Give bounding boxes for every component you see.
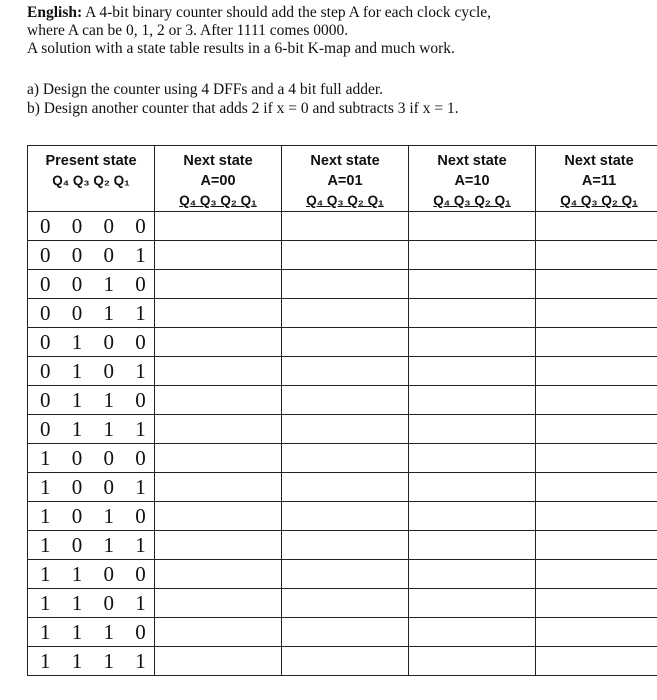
table-row xyxy=(28,560,657,589)
next-state-cell[interactable] xyxy=(409,357,536,386)
next-state-cell[interactable] xyxy=(282,647,409,676)
next-state-cell[interactable] xyxy=(409,415,536,444)
next-state-cell[interactable] xyxy=(409,473,536,502)
header-next-state-a10 xyxy=(409,146,536,212)
next-state-cell[interactable] xyxy=(282,560,409,589)
language-label: English: xyxy=(27,4,83,21)
header-title: Present state xyxy=(45,153,137,169)
next-state-cell[interactable] xyxy=(155,473,282,502)
next-state-cell[interactable] xyxy=(282,299,409,328)
next-state-cell[interactable] xyxy=(282,415,409,444)
next-state-cell[interactable] xyxy=(282,473,409,502)
next-state-cell[interactable] xyxy=(536,415,657,444)
table-row xyxy=(28,270,657,299)
table-row xyxy=(28,502,657,531)
next-state-cell[interactable] xyxy=(409,560,536,589)
next-state-cell[interactable] xyxy=(155,618,282,647)
present-state-cell: 0 1 1 0 xyxy=(28,386,155,415)
present-state-cell: 0 0 1 0 xyxy=(28,270,155,299)
task-a: a) Design the counter using 4 DFFs and a 4 bit full adder. xyxy=(27,81,384,98)
next-state-cell[interactable] xyxy=(155,386,282,415)
next-state-cell[interactable] xyxy=(282,212,409,241)
table-row xyxy=(28,357,657,386)
present-state-cell: 1 0 0 0 xyxy=(28,444,155,473)
header-next-state-a01 xyxy=(282,146,409,212)
next-state-cell[interactable] xyxy=(155,299,282,328)
next-state-cell[interactable] xyxy=(155,502,282,531)
next-state-cell[interactable] xyxy=(536,444,657,473)
next-state-cell[interactable] xyxy=(282,589,409,618)
task-list xyxy=(27,80,647,118)
next-state-cell[interactable] xyxy=(282,618,409,647)
next-state-cell[interactable] xyxy=(536,328,657,357)
header-bits: Q₄ Q₃ Q₂ Q₁ xyxy=(52,173,130,188)
next-state-cell[interactable] xyxy=(155,328,282,357)
next-state-cell[interactable] xyxy=(155,589,282,618)
header-present-state xyxy=(28,146,155,212)
table-row xyxy=(28,212,657,241)
present-state-cell: 1 1 0 1 xyxy=(28,589,155,618)
next-state-cell[interactable] xyxy=(409,444,536,473)
next-state-cell[interactable] xyxy=(536,647,657,676)
table-row xyxy=(28,618,657,647)
table-row xyxy=(28,531,657,560)
next-state-cell[interactable] xyxy=(409,212,536,241)
next-state-cell[interactable] xyxy=(282,386,409,415)
present-state-cell: 1 0 0 1 xyxy=(28,473,155,502)
next-state-cell[interactable] xyxy=(536,241,657,270)
next-state-cell[interactable] xyxy=(409,589,536,618)
next-state-cell[interactable] xyxy=(155,357,282,386)
header-next-state-a11 xyxy=(536,146,657,212)
header-title: Next state xyxy=(564,153,634,169)
next-state-cell[interactable] xyxy=(409,328,536,357)
table-row xyxy=(28,444,657,473)
table-row xyxy=(28,415,657,444)
header-row xyxy=(28,146,657,212)
next-state-cell[interactable] xyxy=(536,473,657,502)
next-state-cell[interactable] xyxy=(536,560,657,589)
next-state-cell[interactable] xyxy=(536,531,657,560)
next-state-cell[interactable] xyxy=(155,270,282,299)
table-row xyxy=(28,647,657,676)
header-title: Next state xyxy=(437,153,507,169)
table-body xyxy=(28,212,657,676)
header-a-value: A=00 xyxy=(200,173,236,189)
next-state-cell[interactable] xyxy=(282,241,409,270)
table-row xyxy=(28,299,657,328)
table-row xyxy=(28,589,657,618)
next-state-cell[interactable] xyxy=(282,531,409,560)
next-state-cell[interactable] xyxy=(536,386,657,415)
next-state-cell[interactable] xyxy=(282,357,409,386)
next-state-cell[interactable] xyxy=(155,241,282,270)
header-bits: Q₄ Q₃ Q₂ Q₁ xyxy=(433,193,511,208)
state-table xyxy=(27,145,657,676)
problem-line-3: A solution with a state table results in a 6-bit K-map and much work. xyxy=(27,40,455,57)
header-next-state-a00 xyxy=(155,146,282,212)
header-bits: Q₄ Q₃ Q₂ Q₁ xyxy=(179,193,257,208)
present-state-cell: 1 0 1 1 xyxy=(28,531,155,560)
next-state-cell[interactable] xyxy=(409,386,536,415)
present-state-cell: 0 0 0 1 xyxy=(28,241,155,270)
next-state-cell[interactable] xyxy=(409,241,536,270)
table-row xyxy=(28,386,657,415)
next-state-cell[interactable] xyxy=(536,299,657,328)
next-state-cell[interactable] xyxy=(155,212,282,241)
present-state-cell: 0 0 1 1 xyxy=(28,299,155,328)
problem-statement xyxy=(27,4,647,58)
next-state-cell[interactable] xyxy=(409,647,536,676)
next-state-cell[interactable] xyxy=(282,270,409,299)
next-state-cell[interactable] xyxy=(409,618,536,647)
next-state-cell[interactable] xyxy=(155,560,282,589)
present-state-cell: 1 1 0 0 xyxy=(28,560,155,589)
header-title: Next state xyxy=(310,153,380,169)
present-state-cell: 1 0 1 0 xyxy=(28,502,155,531)
next-state-cell[interactable] xyxy=(155,647,282,676)
next-state-cell[interactable] xyxy=(409,531,536,560)
table-row xyxy=(28,328,657,357)
next-state-cell[interactable] xyxy=(409,270,536,299)
next-state-cell[interactable] xyxy=(536,212,657,241)
table-row xyxy=(28,241,657,270)
next-state-cell[interactable] xyxy=(155,531,282,560)
next-state-cell[interactable] xyxy=(155,415,282,444)
present-state-cell: 1 1 1 0 xyxy=(28,618,155,647)
next-state-cell[interactable] xyxy=(282,328,409,357)
next-state-cell[interactable] xyxy=(536,357,657,386)
next-state-cell[interactable] xyxy=(409,299,536,328)
task-b: b) Design another counter that adds 2 if x = 0 and subtracts 3 if x = 1. xyxy=(27,100,459,117)
header-bits: Q₄ Q₃ Q₂ Q₁ xyxy=(560,193,638,208)
header-a-value: A=10 xyxy=(454,173,490,189)
next-state-cell[interactable] xyxy=(536,502,657,531)
next-state-cell[interactable] xyxy=(536,618,657,647)
present-state-cell: 1 1 1 1 xyxy=(28,647,155,676)
header-a-value: A=11 xyxy=(581,173,617,189)
table-row xyxy=(28,473,657,502)
header-bits: Q₄ Q₃ Q₂ Q₁ xyxy=(306,193,384,208)
present-state-cell: 0 1 0 0 xyxy=(28,328,155,357)
next-state-cell[interactable] xyxy=(536,589,657,618)
next-state-cell[interactable] xyxy=(282,444,409,473)
next-state-cell[interactable] xyxy=(409,502,536,531)
problem-line-1 xyxy=(27,4,647,22)
present-state-cell: 0 0 0 0 xyxy=(28,212,155,241)
present-state-cell: 0 1 1 1 xyxy=(28,415,155,444)
next-state-cell[interactable] xyxy=(536,270,657,299)
next-state-cell[interactable] xyxy=(282,502,409,531)
header-title: Next state xyxy=(183,153,253,169)
present-state-cell: 0 1 0 1 xyxy=(28,357,155,386)
problem-line-2: where A can be 0, 1, 2 or 3. After 1111 comes 0000. xyxy=(27,22,349,39)
next-state-cell[interactable] xyxy=(155,444,282,473)
header-a-value: A=01 xyxy=(327,173,363,189)
problem-text-1: A 4-bit binary counter should add the step A for each clock cycle, xyxy=(82,4,492,21)
